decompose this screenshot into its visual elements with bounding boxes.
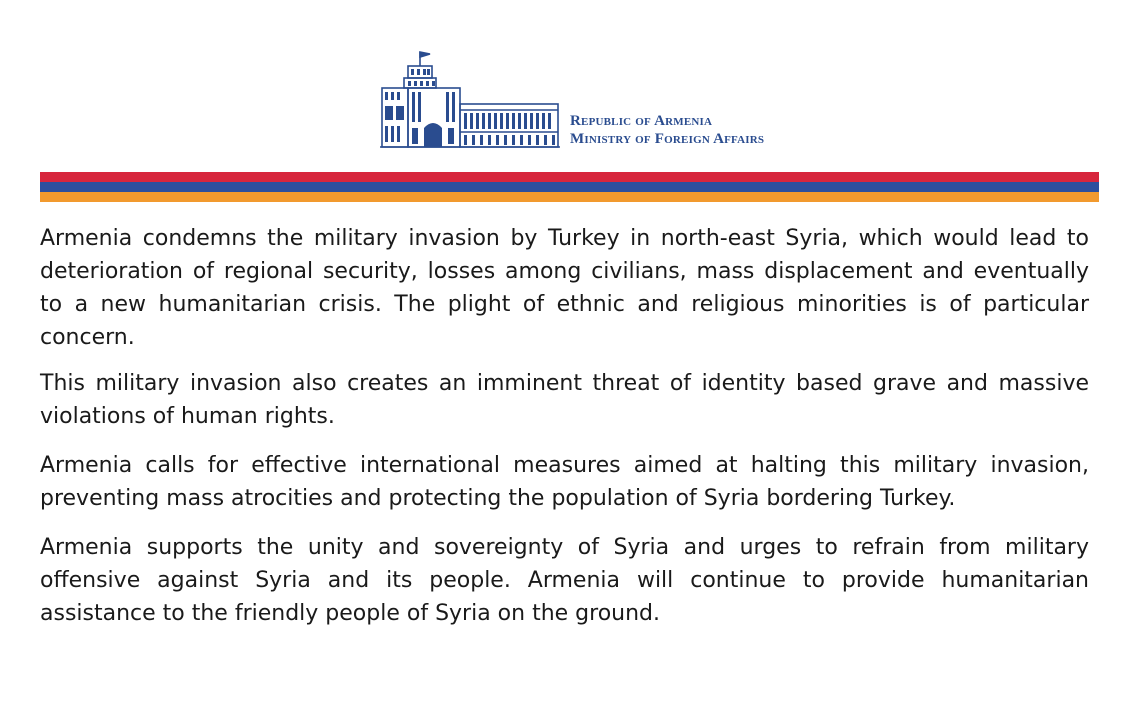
- statement-body: [40, 222, 1089, 630]
- flag-stripe-red: [40, 172, 1099, 182]
- statement-paragraph: Armenia calls for effective international measures aimed at halting this military invasion, preventing mass atrocities and protecting the population of Syria bordering Turkey.: [40, 453, 1089, 511]
- flag-stripe-orange: [40, 192, 1099, 202]
- flag-stripe-blue: [40, 182, 1099, 192]
- ministry-name-line1: Republic of Armenia: [570, 113, 713, 129]
- statement-paragraph: Armenia supports the unity and sovereignty of Syria and urges to refrain from military offensive against Syria and its people. Armenia will continue to provide humanitarian assistance to the friendly people of Syria on the ground.: [40, 535, 1089, 626]
- ministry-name: [570, 112, 764, 148]
- ministry-name-line2: Ministry of Foreign Affairs: [570, 131, 765, 147]
- government-building-icon: [380, 48, 560, 150]
- ministry-header: [380, 48, 765, 152]
- statement-paragraph: Armenia condemns the military invasion by Turkey in north-east Syria, which would lead to deterioration of regional security, losses among civilians, mass displacement and eventually to a new humanitarian crisis. The plight of ethnic and religious minorities is of particular concern.: [40, 226, 1089, 350]
- statement-paragraph: This military invasion also creates an imminent threat of identity based grave and massive violations of human rights.: [40, 371, 1089, 429]
- armenian-flag-stripes: [40, 172, 1099, 202]
